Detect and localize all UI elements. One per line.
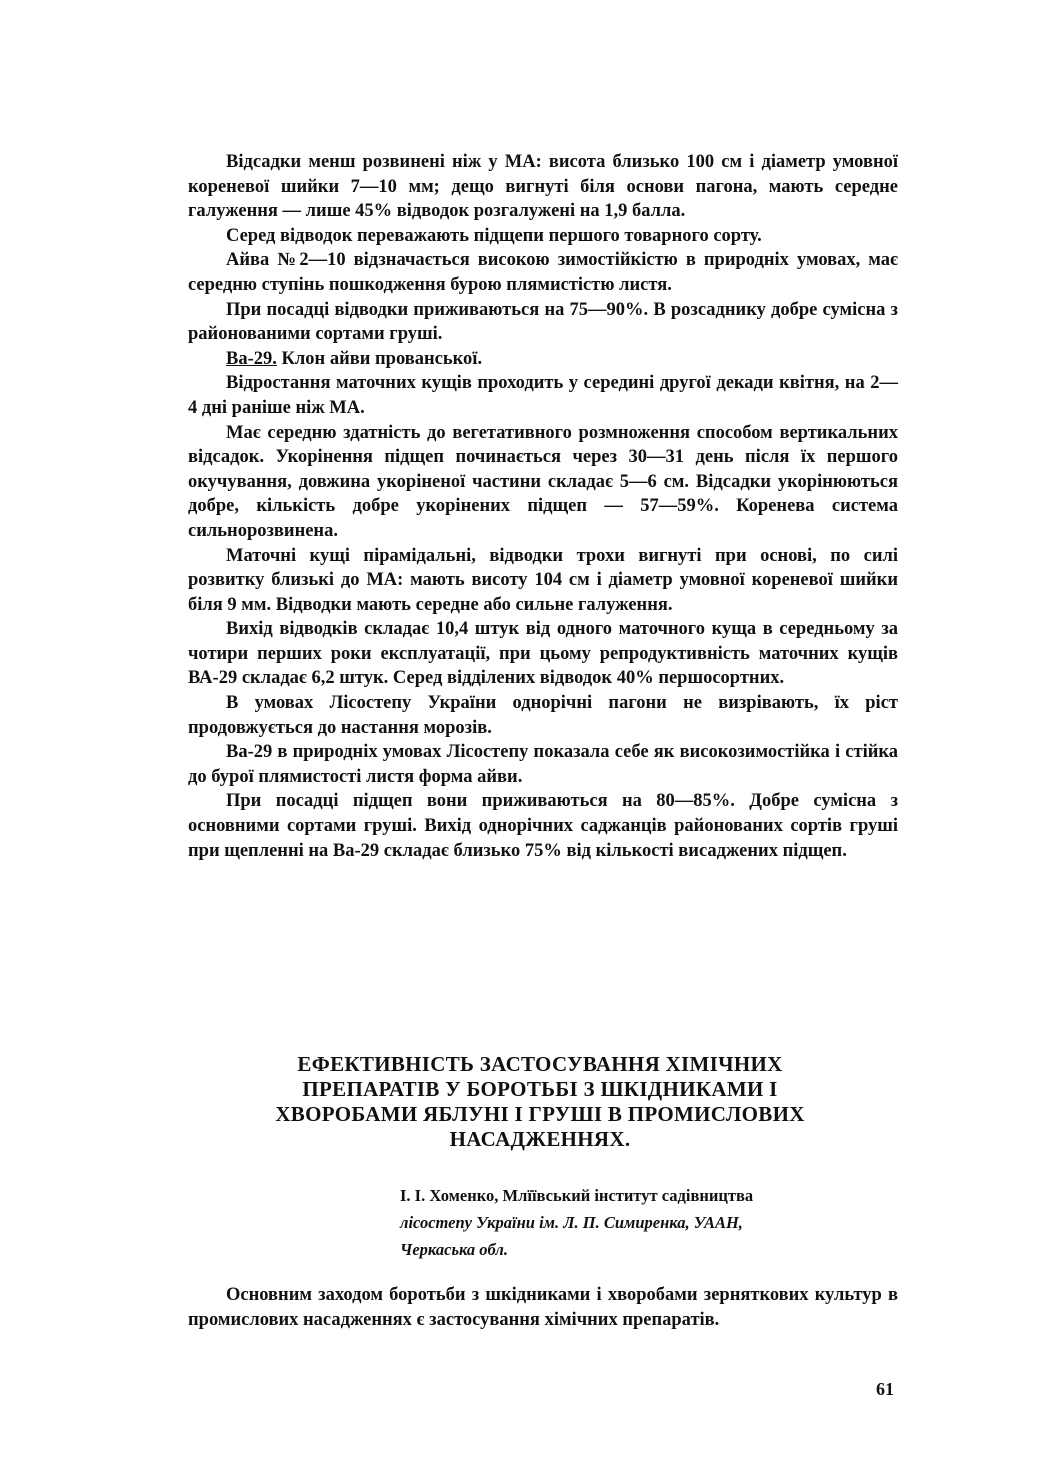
heading-line: ХВОРОБАМИ ЯБЛУНІ І ГРУШІ В ПРОМИСЛОВИХ bbox=[275, 1102, 805, 1126]
paragraph: Серед відводок переважають підщепи першого товарного сорту. bbox=[226, 225, 762, 246]
location-line: Черкаська обл. bbox=[400, 1240, 508, 1259]
body-text bbox=[188, 150, 898, 863]
clone-paragraph bbox=[188, 347, 898, 372]
affiliation-line: лісостепу України ім. Л. П. Симиренка, УААН, bbox=[400, 1213, 743, 1232]
paragraph: В умовах Лісостепу України однорічні пагони не визрівають, їх ріст продовжується до настання морозів. bbox=[188, 693, 898, 738]
paragraph: Має середню здатність до вегетативного розмноження способом вертикальних відсадок. Укорінення підщеп починається через 30—31 день після їх першого окучування, довжина укоріненої частини складає 5—6 см. Відсадки укорінюються добре, кількість добре укорінених підщеп — 57—59%. Коренева система сильнорозвинена. bbox=[188, 422, 898, 541]
paragraph: При посадці відводки приживаються на 75—90%. В розсаднику добре сумісна з районованими сортами груші. bbox=[188, 299, 898, 345]
article-heading bbox=[220, 1052, 860, 1152]
author-affiliation bbox=[400, 1182, 880, 1263]
clone-desc: Клон айви прованської. bbox=[276, 348, 483, 369]
heading-line: НАСАДЖЕННЯХ. bbox=[449, 1127, 631, 1151]
clone-name: Ва-29. bbox=[226, 348, 277, 369]
intro-text bbox=[188, 1283, 898, 1332]
heading-line: ПРЕПАРАТІВ У БОРОТЬБІ З ШКІДНИКАМИ І bbox=[302, 1077, 778, 1101]
intro-paragraph: Основним заходом боротьби з шкідниками і хворобами зерняткових культур в промислових насадженнях є застосування хімічних препаратів. bbox=[188, 1285, 898, 1330]
paragraph: Відсадки менш розвинені ніж у МА: висота близько 100 см і діаметр умовної кореневої шийки 7—10 мм; дещо вигнуті біля основи пагона, мають середне галуження — лише 45% відводок розгалужені на 1,9 балла. bbox=[188, 152, 898, 222]
author-line: І. І. Хоменко, Млїївський інститут садівництва bbox=[400, 1186, 754, 1205]
paragraph: Маточні кущі пірамідальні, відводки трохи вигнуті при основі, по силі розвитку близькі до МА: мають висоту 104 см і діаметр умовної кореневої шийки біля 9 мм. Відводки мають середне або сильне галуження. bbox=[188, 545, 898, 615]
paragraph: Ва-29 в природніх умовах Лісостепу показала себе як високозимостійка і стійка до бурої плямистості листя форма айви. bbox=[188, 742, 898, 787]
paragraph: Вихід відводків складає 10,4 штук від одного маточного куща в середньому за чотири перших роки експлуатації, при цьому репродуктивність маточних кущів ВА-29 складає 6,2 штук. Серед відділених відводок 40% першосортних. bbox=[188, 619, 898, 689]
paragraph: При посадці підщеп вони приживаються на 80—85%. Добре сумісна з основними сортами груші. Вихід однорічних саджанців районованих сортів груші при щепленні на Ва-29 складає близько 75% від кількості висаджених підщеп. bbox=[188, 791, 898, 861]
paragraph: Айва №2—10 відзначається високою зимостійкістю в природніх умовах, має середню ступінь пошкодження бурою плямистістю листя. bbox=[188, 250, 898, 295]
page-number: 61 bbox=[876, 1379, 894, 1399]
heading-line: ЕФЕКТИВНІСТЬ ЗАСТОСУВАННЯ ХІМІЧНИХ bbox=[297, 1052, 783, 1076]
paragraph: Відростання маточних кущів проходить у середині другої декади квітня, на 2—4 дні раніше ніж МА. bbox=[188, 373, 898, 418]
